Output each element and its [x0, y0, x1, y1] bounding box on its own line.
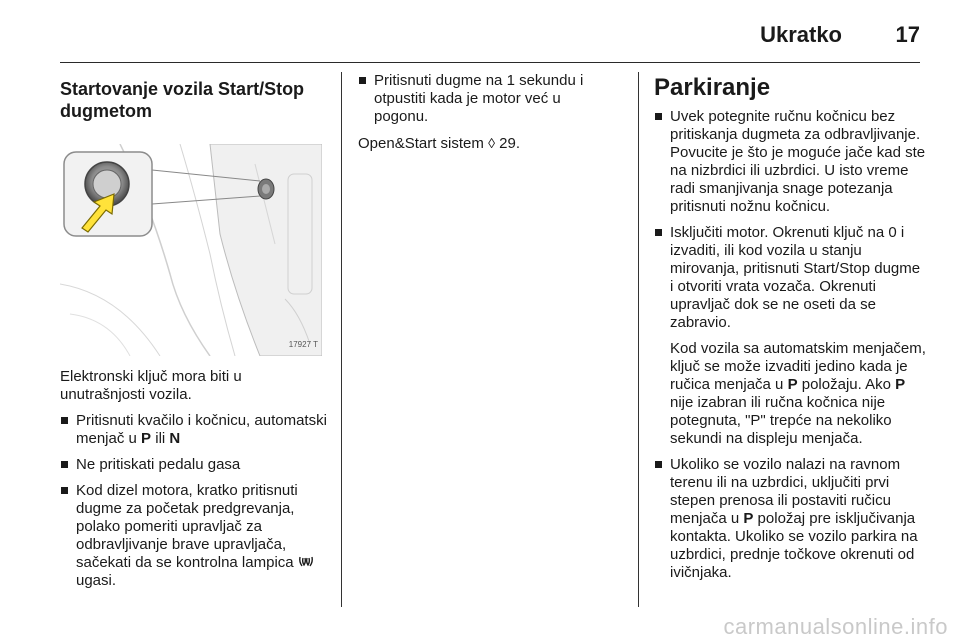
automatic-transmission-note: Kod vozila sa automatskim menjačem, ključ se može izvaditi jedino kada je ručica menjača u P položaju. Ako P nije izabran ili ručna kočnica nije potegnuta, "P" trepće na nekoliko sekundi na displeju menjača.	[670, 340, 926, 447]
page-header	[60, 16, 920, 63]
cross-reference[interactable]: Open&Start sistem ◊ 29.	[358, 135, 521, 152]
parking-steps-list-2	[654, 456, 926, 582]
column-1	[60, 72, 328, 598]
reference-arrow-icon: ◊	[488, 135, 495, 151]
column-divider-2	[638, 72, 639, 607]
list-item: Pritisnuti dugme na 1 sekundu i otpustiti kada je motor već u pogonu.	[358, 72, 618, 126]
column-2	[358, 72, 618, 161]
glow-plug-icon	[298, 555, 314, 569]
page-number: 17	[895, 22, 920, 47]
list-item: Pritisnuti kvačilo i kočnicu, automatski menjač u P ili N	[60, 412, 328, 448]
section-title-start-stop: Startovanje vozila Start/Stop dugmetom	[60, 79, 305, 121]
start-continue-list	[358, 72, 618, 126]
list-item: Isključiti motor. Okrenuti ključ na 0 i izvaditi, ili kod vozila u stanju mirovanja, pritisnuti Start/Stop dugme i otvoriti vrata vozača. Okrenuti upravljač dok se ne oseti da se zabravio.	[654, 224, 926, 332]
start-steps-list	[60, 412, 328, 590]
list-item: Ne pritiskati pedalu gasa	[60, 456, 328, 474]
section-title-parking: Parkiranje	[654, 74, 771, 101]
dashboard-illustration	[60, 144, 322, 356]
parking-steps-list	[654, 108, 926, 332]
start-stop-button-illustration	[60, 144, 322, 356]
list-item: Kod dizel motora, kratko pritisnuti dugme za početak predgrevanja, polako pomeriti upravljač za odbravljivanje brave upravljača, sačekati da se kontrolna lampica ugasi.	[60, 482, 328, 590]
column-3	[654, 72, 926, 590]
figure-code: 17927 T	[288, 340, 318, 349]
column-divider-1	[341, 72, 342, 607]
watermark: carmanualsonline.info	[723, 614, 948, 639]
intro-paragraph: Elektronski ključ mora biti u unutrašnjosti vozila.	[60, 368, 242, 403]
list-item: Uvek potegnite ručnu kočnicu bez pritiskanja dugmeta za odbravljivanje. Povucite je što je moguće jače kad ste na nizbrdici ili uzbrdici. U isto vreme radi smanjivanja snage potezanja pritisnuti nožnu kočnicu.	[654, 108, 926, 216]
header-title: Ukratko	[760, 22, 842, 47]
list-item: Ukoliko se vozilo nalazi na ravnom terenu ili na uzbrdici, uključiti prvi stepen prenosa ili postaviti ručicu menjača u P položaj pre isključivanja kontakta. Ukoliko se vozilo parkira na uzbrdici, prednje točkove okrenuti od ivičnjaka.	[654, 456, 926, 582]
